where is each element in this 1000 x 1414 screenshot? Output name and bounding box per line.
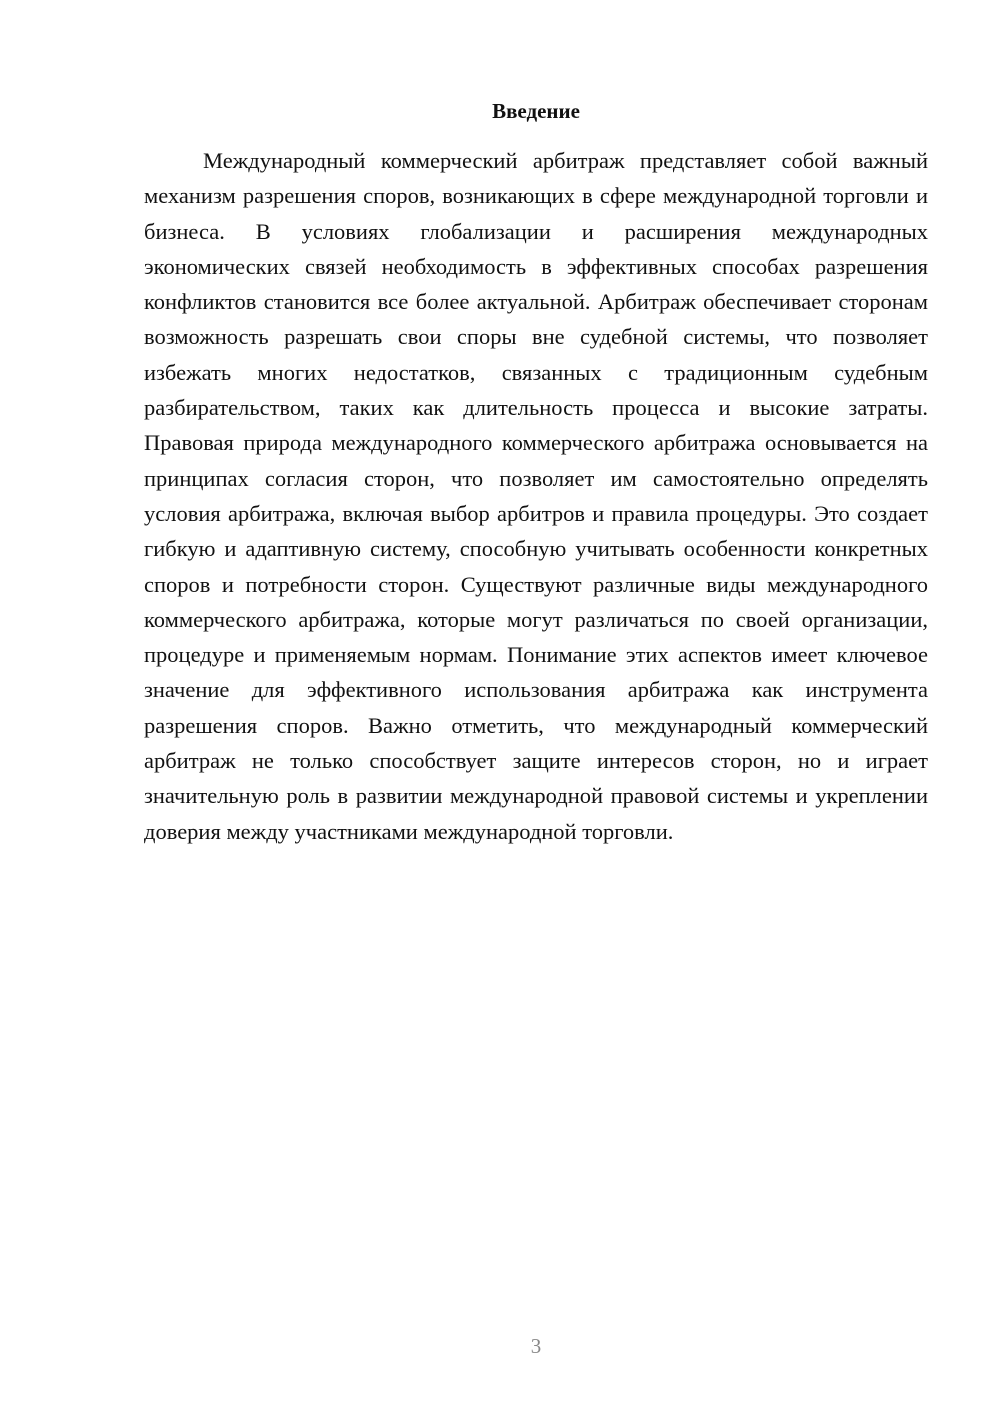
page-number: 3	[530, 1334, 542, 1358]
section-title: Введение	[492, 99, 580, 123]
body-paragraph: Международный коммерческий арбитраж представляет собой важный механизм разрешения споров, возникающих в сфере международной торговли и бизнеса. В условиях глобализации и расширения международных экономических связей необходимость в эффективных способах разрешения конфликтов становится все более актуальной. Арбитраж обеспечивает сторонам возможность разрешать свои споры вне судебной системы, что позволяет избежать многих недостатков, связанных с традиционным судебным разбирательством, таких как длительность процесса и высокие затраты. Правовая природа международного коммерческого арбитража основывается на принципах согласия сторон, что позволяет им самостоятельно определять условия арбитража, включая выбор арбитров и правила процедуры. Это создает гибкую и адаптивную систему, способную учитывать особенности конкретных споров и потребности сторон. Существуют различные виды международного коммерческого арбитража, которые могут различаться по своей организации, процедуре и применяемым нормам. Понимание этих аспектов имеет ключевое значение для эффективного использования арбитража как инструмента разрешения споров. Важно отметить, что международный коммерческий арбитраж не только способствует защите интересов сторон, но и играет значительную роль в развитии международной правовой системы и укреплении доверия между участниками международной торговли.	[144, 148, 928, 844]
